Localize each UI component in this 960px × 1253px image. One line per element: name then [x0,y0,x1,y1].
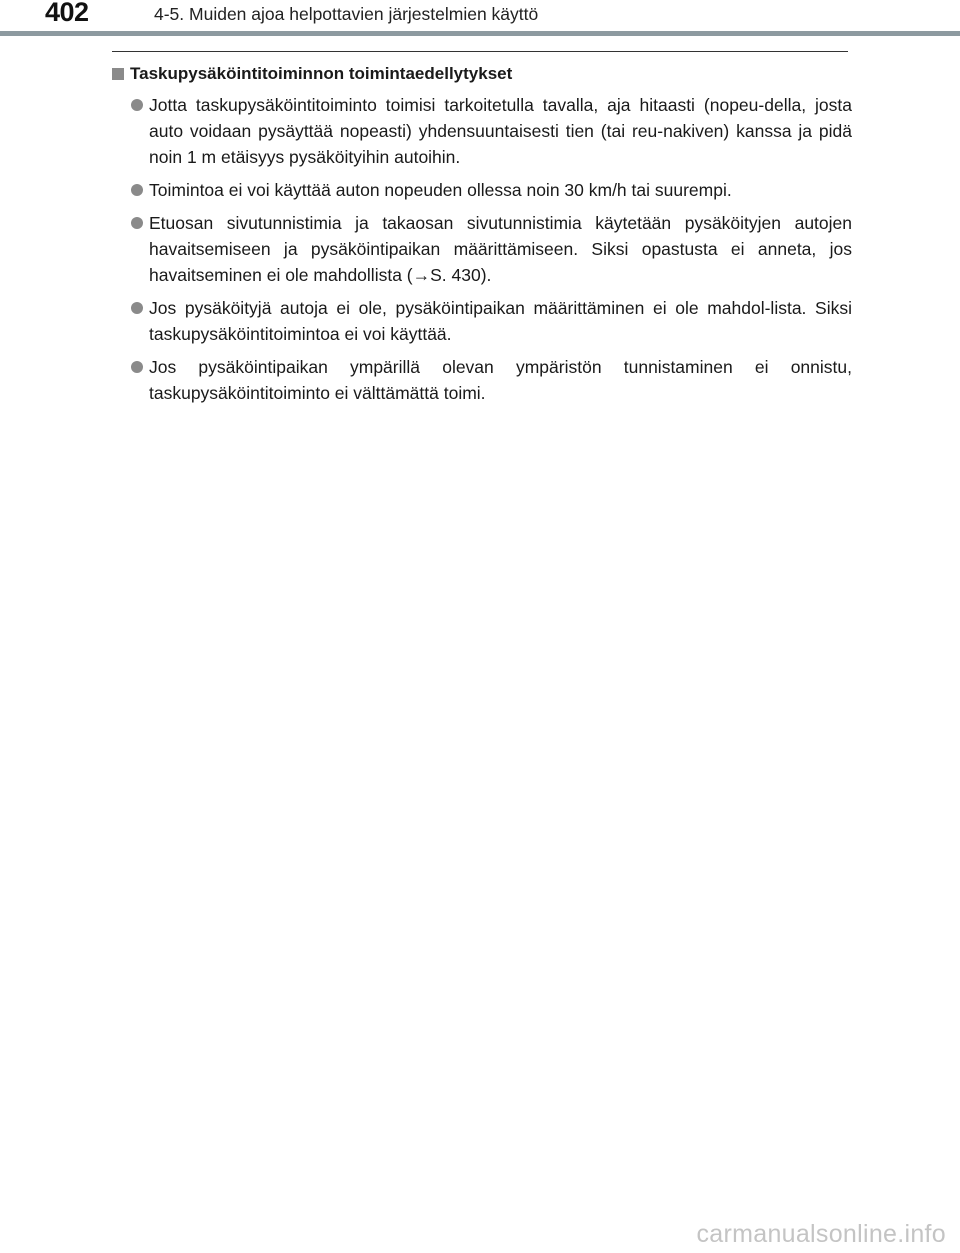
bullet-list [130,92,852,413]
list-item [130,354,852,406]
circle-bullet-icon [131,99,143,111]
section-heading-text: Taskupysäköintitoiminnon toimintaedellytykset [130,64,513,83]
page-number: 402 [45,0,89,27]
list-item [130,210,852,288]
circle-bullet-icon [131,302,143,314]
section-heading [112,64,512,84]
watermark: carmanualsonline.info [696,1220,946,1248]
page-header [0,0,960,40]
list-item [130,177,852,203]
circle-bullet-icon [131,184,143,196]
list-item-text: Jos pysäköityjä autoja ei ole, pysäköintipaikan määrittäminen ei ole mahdol-lista. Siksi taskupysäköintitoimintoa ei voi käyttää. [149,298,852,344]
header-divider [0,31,960,36]
list-item [130,295,852,347]
circle-bullet-icon [131,361,143,373]
list-item-text: Jos pysäköintipaikan ympärillä olevan ympäristön tunnistaminen ei onnistu, taskupysäköintitoiminto ei välttämättä toimi. [149,357,852,403]
list-item-text: Jotta taskupysäköintitoiminto toimisi tarkoitetulla tavalla, aja hitaasti (nopeu-della, josta auto voidaan pysäyttää nopeasti) yhdensuuntaisesti tien (tai reu-nakiven) kanssa ja pidä noin 1 m etäisyys pysäköityihin autoihin. [149,95,852,167]
section-divider [112,51,848,52]
list-item-text: Etuosan sivutunnistimia ja takaosan sivutunnistimia käytetään pysäköityjen autojen havaitsemiseen ja pysäköintipaikan määrittämiseen. Siksi opastusta ei anneta, jos havaitseminen ei ole mahdollista (→S. 430). [149,213,852,285]
chapter-title: 4-5. Muiden ajoa helpottavien järjestelmien käyttö [154,4,539,24]
circle-bullet-icon [131,217,143,229]
square-bullet-icon [112,68,124,80]
list-item [130,92,852,170]
list-item-text: Toimintoa ei voi käyttää auton nopeuden ollessa noin 30 km/h tai suurempi. [149,180,732,200]
